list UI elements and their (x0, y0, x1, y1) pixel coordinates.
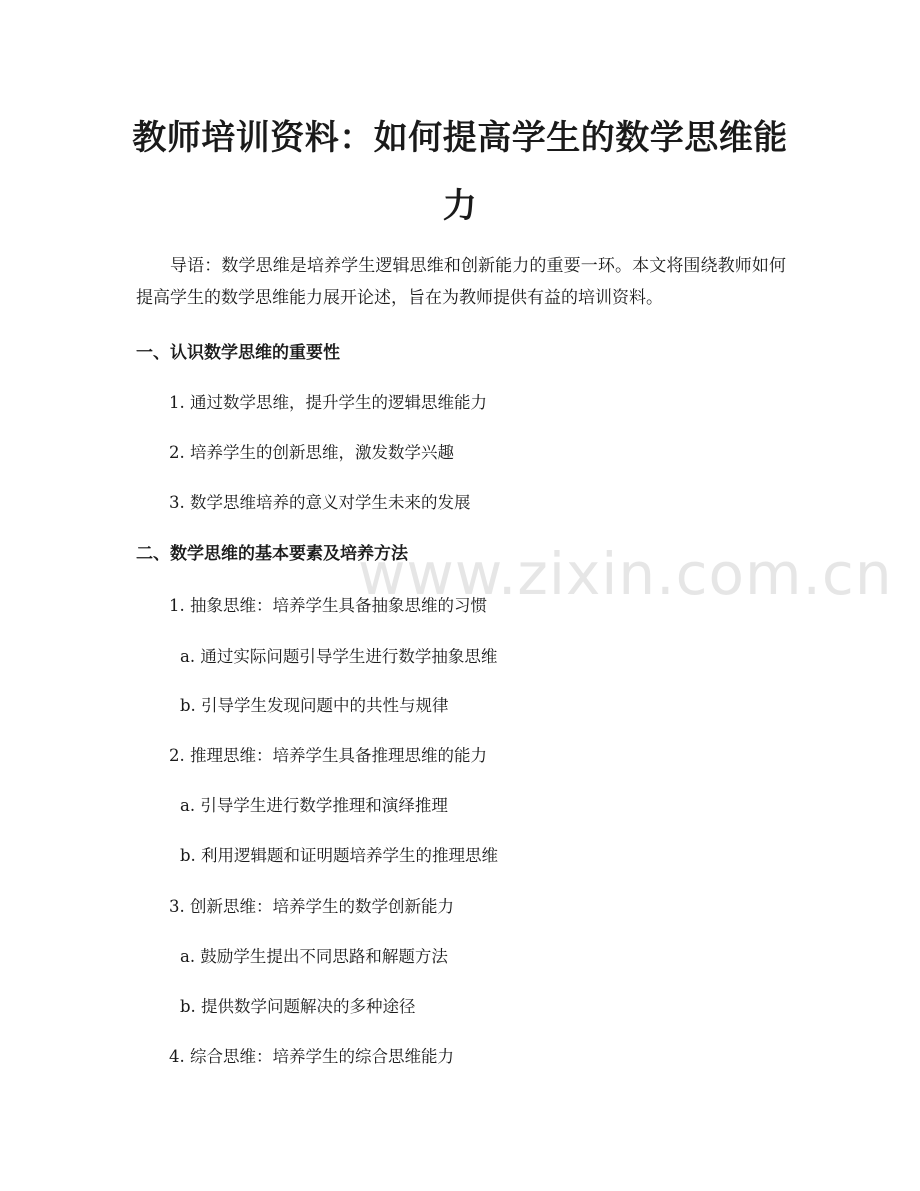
list-item: 3. 创新思维：培养学生的数学创新能力 (169, 897, 454, 916)
sub-list-item: b. 引导学生发现问题中的共性与规律 (180, 696, 449, 715)
section-heading-2: 二、数学思维的基本要素及培养方法 (136, 544, 408, 564)
list-item: 2. 培养学生的创新思维，激发数学兴趣 (169, 443, 454, 462)
sub-list-item: a. 鼓励学生提出不同思路和解题方法 (180, 947, 448, 966)
section-heading-1: 一、认识数学思维的重要性 (136, 343, 340, 363)
intro-paragraph: 导语：数学思维是培养学生逻辑思维和创新能力的重要一环。本文将围绕教师如何提高学生的数学思维能力展开论述，旨在为教师提供有益的培训资料。 (136, 256, 786, 308)
list-item: 3. 数学思维培养的意义对学生未来的发展 (169, 493, 471, 512)
document-title: 教师培训资料：如何提高学生的数学思维能力 (132, 118, 788, 226)
sub-list-item: a. 引导学生进行数学推理和演绎推理 (180, 796, 448, 815)
list-item: 2. 推理思维：培养学生具备推理思维的能力 (169, 746, 487, 765)
sub-list-item: a. 通过实际问题引导学生进行数学抽象思维 (180, 647, 498, 666)
list-item: 1. 抽象思维：培养学生具备抽象思维的习惯 (169, 596, 487, 615)
watermark: www.zixin.com.cn (358, 540, 893, 608)
sub-list-item: b. 提供数学问题解决的多种途径 (180, 997, 416, 1016)
list-item: 1. 通过数学思维，提升学生的逻辑思维能力 (169, 393, 487, 412)
sub-list-item: b. 利用逻辑题和证明题培养学生的推理思维 (180, 846, 499, 865)
list-item: 4. 综合思维：培养学生的综合思维能力 (169, 1047, 454, 1066)
